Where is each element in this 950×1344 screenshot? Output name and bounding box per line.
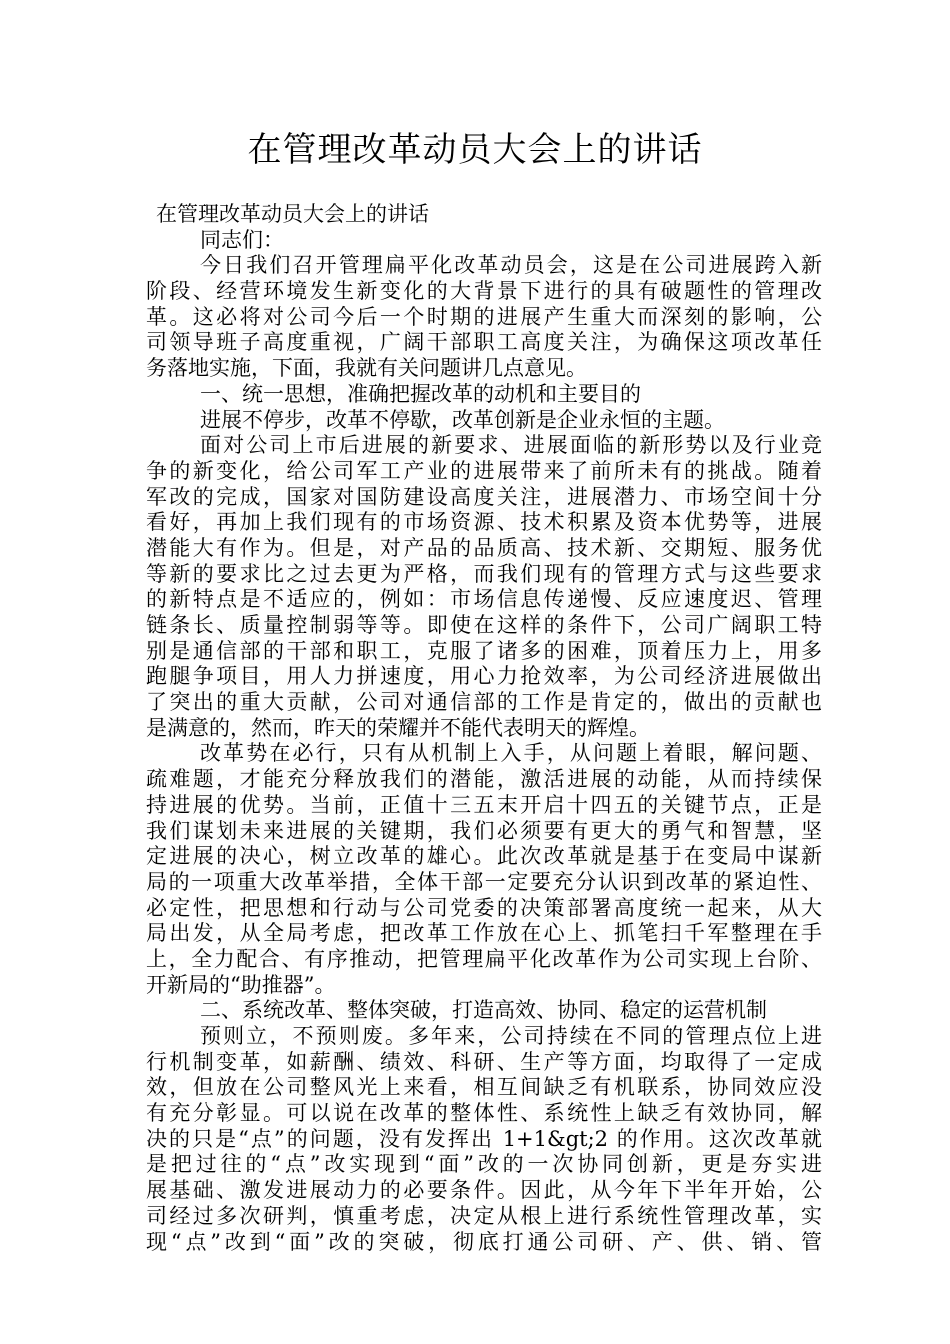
- text-line: 改革势在必行，只有从机制上入手，从问题上着眼，解问题、: [200, 741, 822, 766]
- text-line: 二、系统改革、整体突破，打造高效、协同、稳定的运营机制: [200, 998, 767, 1023]
- text-line: 看好，再加上我们现有的市场资源、技术积累及资本优势等，进展: [146, 510, 822, 535]
- text-line: 必定性，把思想和行动与公司党委的决策部署高度统一起来，从大: [146, 895, 822, 920]
- text-line: 等新的要求比之过去更为严格，而我们现有的管理方式与这些要求: [146, 561, 822, 586]
- text-line: 开新局的“助推器”。: [146, 972, 336, 997]
- text-line: 司经过多次研判，慎重考虑，决定从根上进行系统性管理改革，实: [146, 1203, 822, 1228]
- text-line: 别是通信部的干部和职工，克服了诸多的困难，顶着压力上，用多: [146, 638, 822, 663]
- text-line: 今日我们召开管理扁平化改革动员会，这是在公司进展跨入新: [200, 253, 822, 278]
- text-line: 进展不停步，改革不停歇，改革创新是企业永恒的主题。: [200, 407, 725, 432]
- text-line: 链条长、质量控制弱等等。即使在这样的条件下，公司广阔职工特: [146, 613, 822, 637]
- text-line: 持进展的优势。当前，正值十三五末开启十四五的关键节点，正是: [146, 792, 822, 817]
- text-line: 有充分彰显。可以说在改革的整体性、系统性上缺乏有效协同，解: [146, 1101, 822, 1126]
- document-title: 在管理改革动员大会上的讲话: [247, 130, 703, 170]
- text-line: 军改的完成，国家对国防建设高度关注，进展潜力、市场空间十分: [146, 484, 822, 509]
- text-line: 潜能大有作为。但是，对产品的品质高、技术新、交期短、服务优: [146, 535, 822, 560]
- text-line: 局出发，从全局考虑，把改革工作放在心上、抓笔扫千军整理在手: [146, 921, 822, 946]
- text-line: 局的一项重大改革举措，全体干部一定要充分认识到改革的紧迫性、: [146, 869, 822, 894]
- text-line: 在管理改革动员大会上的讲话: [156, 202, 429, 226]
- text-line: 司领导班子高度重视，广阔干部职工高度关注，为确保这项改革任: [146, 330, 822, 355]
- text-line: 行机制变革，如薪酬、绩效、科研、生产等方面，均取得了一定成: [146, 1049, 822, 1074]
- text-line: 上，全力配合、有序推动，把管理扁平化改革作为公司实现上台阶、: [146, 946, 822, 971]
- document-body: [146, 202, 822, 1255]
- text-line: 跑腿争项目，用人力拼速度，用心力抢效率，为公司经济进展做出: [146, 664, 822, 689]
- text-line: 现“点”改到“面”改的突破，彻底打通公司研、产、供、销、管: [146, 1229, 822, 1254]
- text-line: 革。这必将对公司今后一个时期的进展产生重大而深刻的影响，公: [146, 304, 822, 329]
- text-line: 展基础、激发进展动力的必要条件。因此，从今年下半年开始，公: [146, 1178, 822, 1203]
- text-line: 效，但放在公司整风光上来看，相互间缺乏有机联系，协同效应没: [146, 1075, 822, 1100]
- text-line: 是把过往的“点”改实现到“面”改的一次协同创新，更是夯实进: [146, 1152, 822, 1177]
- text-line: 定进展的决心，树立改革的雄心。此次改革就是基于在变局中谋新: [146, 844, 822, 869]
- text-line: 务落地实施，下面，我就有关问题讲几点意见。: [146, 356, 587, 381]
- text-line: 阶段、经营环境发生新变化的大背景下进行的具有破题性的管理改: [146, 279, 822, 304]
- text-line: 的新特点是不适应的，例如：市场信息传递慢、反应速度迟、管理: [146, 587, 822, 612]
- text-line: 同志们：: [200, 227, 284, 252]
- text-line: 我们谋划未来进展的关键期，我们必须要有更大的勇气和智慧，坚: [146, 818, 822, 843]
- text-line: 争的新变化，给公司军工产业的进展带来了前所未有的挑战。随着: [146, 458, 822, 483]
- text-line: 预则立，不预则废。多年来，公司持续在不同的管理点位上进: [200, 1024, 822, 1048]
- text-line: 是满意的，然而，昨天的荣耀并不能代表明天的辉煌。: [146, 715, 650, 740]
- text-line: 面对公司上市后进展的新要求、进展面临的新形势以及行业竞: [200, 433, 822, 458]
- text-line: 了突出的重大贡献，公司对通信部的工作是肯定的，做出的贡献也: [146, 690, 822, 715]
- text-line: 决的只是“点”的问题，没有发挥出 1+1&gt;2 的作用。这次改革就: [146, 1126, 822, 1151]
- text-line: 疏难题，才能充分释放我们的潜能，激活进展的动能，从而持续保: [146, 767, 822, 792]
- text-line: 一、统一思想，准确把握改革的动机和主要目的: [200, 381, 641, 406]
